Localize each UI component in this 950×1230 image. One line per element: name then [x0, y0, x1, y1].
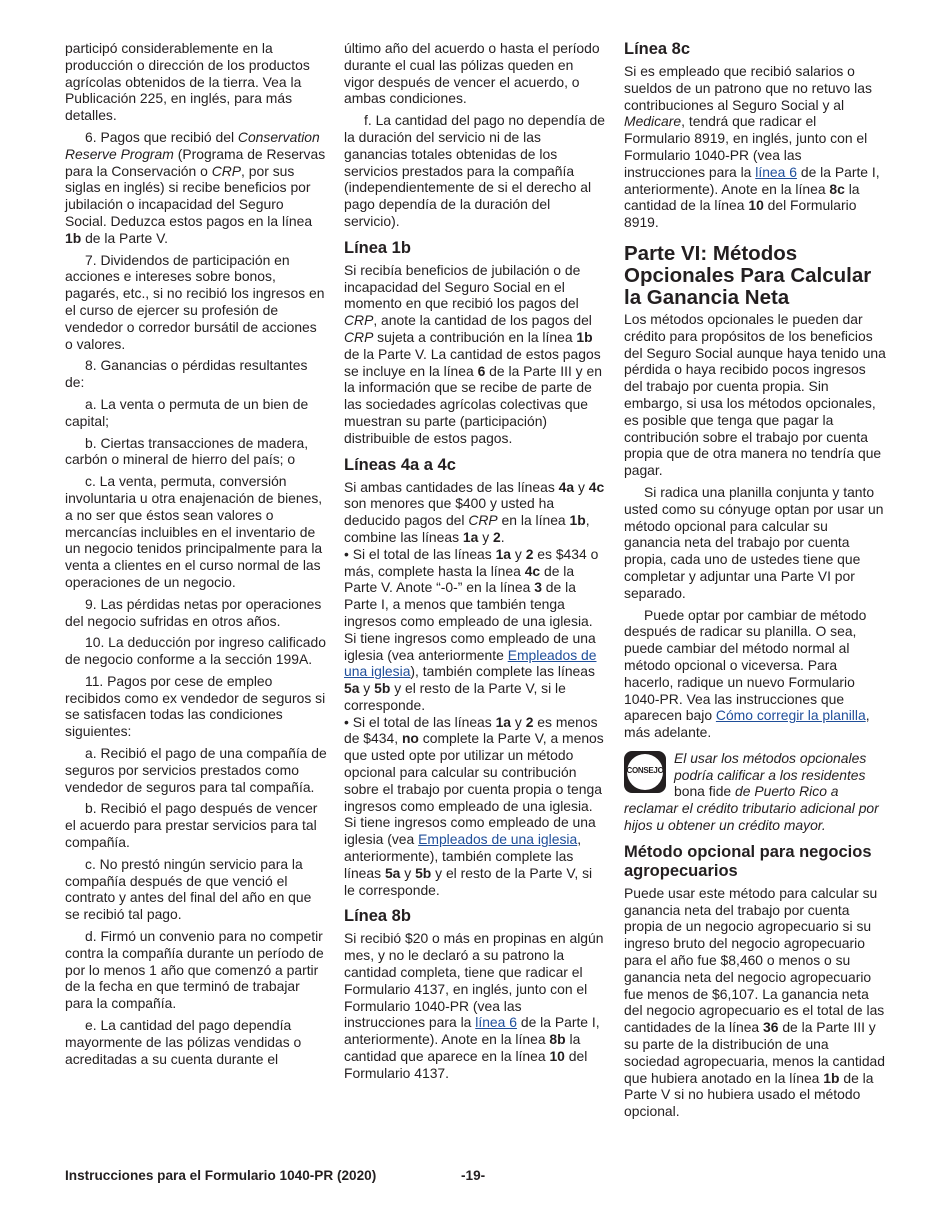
text-italic: CRP [344, 312, 374, 329]
text-bold: 1a [495, 713, 512, 730]
tip-text-roman: bona fide [674, 783, 732, 800]
text: , anote la cantidad de los pagos del [373, 312, 592, 329]
paragraph [624, 885, 886, 1120]
column-right [624, 40, 886, 1125]
consejo-icon-circle [627, 754, 663, 790]
text: ), también complete las líneas [410, 663, 595, 680]
section-heading-lines-4a-4c: Líneas 4a a 4c [344, 455, 456, 474]
consejo-label: CONSEJO [626, 766, 664, 776]
text-italic: CRP [468, 512, 498, 529]
consejo-icon [624, 751, 666, 793]
part-vi-heading: Parte VI: Métodos Opcionales Para Calcular la Ganancia Neta [624, 241, 872, 309]
text: y el resto de la Parte V, si le corresponde. [344, 680, 566, 713]
list-item: f. La cantidad del pago no dependía de la duración del servicio ni de las ganancias totales obtenidas de los servicios prestados para la compañía (independientemente de si el derecho al pago dependía de la duración del servicio). [344, 112, 605, 229]
text: sujeta a contribución en la línea [373, 328, 577, 345]
tip-text: de Puerto Rico a reclamar el crédito tributario adicional por hijos u obtener un crédito mayor. [624, 783, 879, 834]
text: de la Parte V si no hubiera usado el método opcional. [624, 1069, 874, 1120]
text: y [400, 864, 416, 881]
list-item: b. Recibió el pago después de vencer el acuerdo para prestar servicios para tal compañía. [65, 800, 318, 851]
text: y [511, 713, 526, 730]
text: • Si el total de las líneas [344, 545, 496, 562]
text: en la línea [497, 512, 570, 529]
text: y el resto de la Parte V, si le corresponde. [344, 864, 593, 898]
text-bold: 1b [569, 512, 586, 529]
text-bold: 1a [462, 528, 479, 545]
list-item: c. No prestó ningún servicio para la compañía después de que venció el contrato y antes del final del año en que se recibió tal pago. [65, 855, 312, 923]
text-bold: 10 [549, 1048, 565, 1065]
list-item [65, 129, 327, 247]
text: , por sus siglas en inglés) si recibe beneficios por jubilación o incapacidad del Seguro Social. Deduzca estos pagos en la línea [65, 162, 313, 229]
text: la cantidad que aparece en la línea [344, 1031, 581, 1065]
text: , anteriormente), también complete las líneas [344, 831, 582, 881]
link-empleados-iglesia[interactable]: Empleados de una iglesia [344, 646, 597, 680]
text: de la Parte V. [81, 229, 168, 246]
text: son menores que $400 y usted ha deducido pagos del [344, 495, 555, 529]
text: Puede optar por cambiar de método después de radicar su planilla. O sea, puede cambiar del método normal al método opcional o viceversa. Para hacerlo, radique un nuevo Formulario 1040-PR. Vea las instrucciones que aparecen bajo [624, 606, 867, 724]
text: de la Parte I, a menos que también tenga ingresos como empleado de una iglesia. Si tiene ingresos como empleado de una iglesia (vea anteriormente [344, 579, 596, 663]
section-heading-line-8b: Línea 8b [344, 907, 411, 926]
text: y [574, 478, 589, 495]
list-item: b. Ciertas transacciones de madera, carbón o mineral de hierro del país; o [65, 434, 309, 468]
text: y [359, 680, 375, 697]
paragraph [624, 607, 886, 741]
text: y [478, 528, 494, 545]
text-bold: 2 [493, 528, 501, 545]
paragraph: último año del acuerdo o hasta el período durante el cual las pólizas queden en vigor después de vencer el acuerdo, o ambas condiciones. [344, 40, 600, 107]
link-linea-6[interactable]: línea 6 [755, 163, 797, 180]
link-linea-6[interactable]: línea 6 [475, 1014, 517, 1031]
text: Si recibió $20 o más en propinas en algún mes, y no le declaró a su patrono la cantidad completa, tiene que radicar el Formulario 4137, en inglés, junto con el Formulario 1040-PR (vea las instrucciones para la [344, 930, 604, 1031]
text: Puede usar este método para calcular su ganancia neta del trabajo por cuenta propia de un negocio agropecuario si su ingreso bruto del negocio agropecuario para el año fue $8,460 o menos o su ganancia neta del negocio agropecuario fue menos de $6,107. La ganancia neta del negocio agropecuario es el total de las cantidades de la línea [624, 884, 885, 1036]
text: , más adelante. [624, 707, 870, 741]
text-bold: 6 [477, 362, 486, 379]
footer-title: Instrucciones para el Formulario 1040-PR (2020) [65, 1168, 377, 1183]
text-bold: 2 [525, 545, 534, 562]
column-middle [344, 40, 606, 1087]
text: , tendrá que radicar el Formulario 8919, en inglés, junto con el Formulario 1040-PR (vea las instrucciones para la [624, 113, 868, 180]
tip-box [624, 750, 886, 834]
text-bold: 4c [524, 562, 541, 579]
text-bold: 2 [525, 713, 534, 730]
text: Si recibía beneficios de jubilación o de incapacidad del Seguro Social en el momento en que recibió los pagos del [344, 261, 581, 312]
text-bold: 5b [374, 680, 391, 697]
text-bold: 8c [829, 180, 845, 197]
bullet-item [344, 714, 606, 899]
section-heading-line-1b: Línea 1b [344, 238, 411, 257]
text: • Si el total de las líneas [344, 713, 496, 730]
text-bold: no [401, 730, 419, 747]
tip-text: El usar los métodos opcionales podría calificar a los residentes [674, 749, 867, 783]
link-como-corregir-planilla[interactable]: Cómo corregir la planilla [715, 707, 866, 724]
text-bold: 1a [495, 545, 512, 562]
list-item: 11. Pagos por cese de empleo recibidos como ex vendedor de seguros si se satisfacen todas las condiciones siguientes: [65, 672, 326, 740]
text-bold: 8b [549, 1031, 566, 1048]
list-item: 8. Ganancias o pérdidas resultantes de: [65, 357, 308, 391]
text-bold: 1b [576, 328, 593, 345]
text: de la Parte III y en la información que se recibe de parte de las sociedades agrícolas colectivas que muestran su parte (participación) distribuible de estos pagos. [344, 362, 602, 446]
text-italic: CRP [344, 328, 374, 345]
text: Si es empleado que recibió salarios o sueldos de un patrono que no retuvo las contribuciones al Seguro Social y al [624, 63, 872, 113]
text: . [500, 528, 505, 545]
paragraph [344, 930, 606, 1081]
list-item: 9. Las pérdidas netas por operaciones del negocio sufridas en otros años. [65, 595, 322, 629]
text-bold: 5b [415, 864, 432, 881]
text-bold: 4c [588, 478, 605, 495]
list-item: 10. La deducción por ingreso calificado de negocio conforme a la sección 199A. [65, 634, 326, 668]
text-bold: 5a [384, 864, 401, 881]
text-bold: 36 [763, 1019, 779, 1036]
list-item: 7. Dividendos de participación en acciones e intereses sobre bonos, pagarés, etc., si no recibió los ingresos en el curso de ejercer su profesión de vendedor o corredor bursátil de acciones o valores. [65, 251, 325, 352]
text: (Programa de Reservas para la Conservación o [65, 145, 326, 179]
paragraph [624, 63, 886, 231]
paragraph [344, 262, 606, 447]
text: Si ambas cantidades de las líneas [344, 478, 559, 495]
text: de la Parte I, anteriormente). Anote en la línea [344, 1014, 600, 1048]
text-bold: 1b [65, 229, 82, 246]
text: es menos de $434, [344, 713, 598, 747]
text: de la Parte I, anteriormente). Anote en la línea [624, 163, 880, 197]
text-bold: 5a [344, 680, 360, 697]
text: y [511, 545, 526, 562]
text-italic: CRP [211, 162, 242, 179]
text-italic: Conservation Reserve Program [65, 128, 320, 162]
text: de la Parte V. La cantidad de estos pagos se incluye en la línea [344, 345, 601, 379]
section-heading-line-8c: Línea 8c [624, 40, 691, 58]
column-left [65, 40, 327, 1072]
bullet-item [344, 546, 606, 714]
link-empleados-iglesia[interactable]: Empleados de una iglesia [418, 831, 578, 848]
list-item: e. La cantidad del pago dependía mayormente de las pólizas vendidas o acreditadas a su cuenta durante el [65, 1017, 302, 1067]
text: de la Parte V. Anote “-0-” en la línea [344, 562, 575, 596]
text-bold: 3 [534, 579, 542, 596]
text: del Formulario 8919. [624, 197, 857, 231]
text-bold: 10 [748, 197, 764, 214]
text-italic: Medicare [624, 113, 682, 130]
page-number: -19- [461, 1168, 486, 1183]
list-item: c. La venta, permuta, conversión involuntaria u otra enajenación de bienes, a no ser que éstos sean valores o mercancías incluibles en el inventario de un negocio tenidos principalmente para la venta a clientes en el curso normal de las operaciones de un negocio. [65, 473, 323, 590]
paragraph: Los métodos opcionales le pueden dar crédito para propósitos de los beneficios del Seguro Social aunque haya tenido una pérdida o haya recibido pocos ingresos del trabajo por cuenta propia. Sin embargo, si usa los métodos opcionales, es posible que tenga que pagar la contribución sobre el trabajo por cuenta propia que de otra manera no tendría que pagar. [624, 310, 886, 479]
paragraph: participó considerablemente en la producción o dirección de los productos agrícolas obtenidos de la tierra. Vea la Publicación 225, en inglés, para más detalles. [65, 40, 310, 124]
list-item: a. Recibió el pago de una compañía de seguros por servicios prestados como vendedor de seguros para tal compañía. [65, 745, 327, 795]
text: es $434 o más, complete hasta la línea [344, 545, 599, 579]
section-heading-metodo-agropecuario: Método opcional para negocios agropecuarios [624, 842, 872, 880]
list-item: d. Firmó un convenio para no competir contra la compañía durante un período de por lo menos 1 año que comenzó a partir de la fecha en que terminó de trabajar para la compañía. [65, 928, 324, 1012]
text: la cantidad de la línea [624, 180, 860, 214]
text: 6. Pagos que recibió del [85, 128, 238, 145]
list-item: a. La venta o permuta de un bien de capital; [65, 395, 309, 429]
text-bold: 4a [558, 478, 575, 495]
text: , combine las líneas [344, 512, 590, 545]
text-bold: 1b [823, 1069, 840, 1086]
text: de la Parte III y su parte de la distribución de una sociedad agropecuaria, menos la cantidad que hubiera anotado en la línea [624, 1019, 886, 1086]
text: complete la Parte V, a menos que usted opte por utilizar un método opcional para calcular su contribución sobre el trabajo por cuenta propia o tenga ingresos como empleado de una iglesia. Si tiene ingresos como empleado de una iglesia (vea [344, 730, 604, 848]
paragraph [344, 479, 606, 546]
paragraph: Si radica una planilla conjunta y tanto usted como su cónyuge optan por usar un método opcional para calcular su ganancia neta del trabajo por cuenta propia, cada uno de ustedes tiene que completar y adjuntar una Parte VI por separado. [624, 483, 884, 601]
text: del Formulario 4137. [344, 1048, 588, 1081]
